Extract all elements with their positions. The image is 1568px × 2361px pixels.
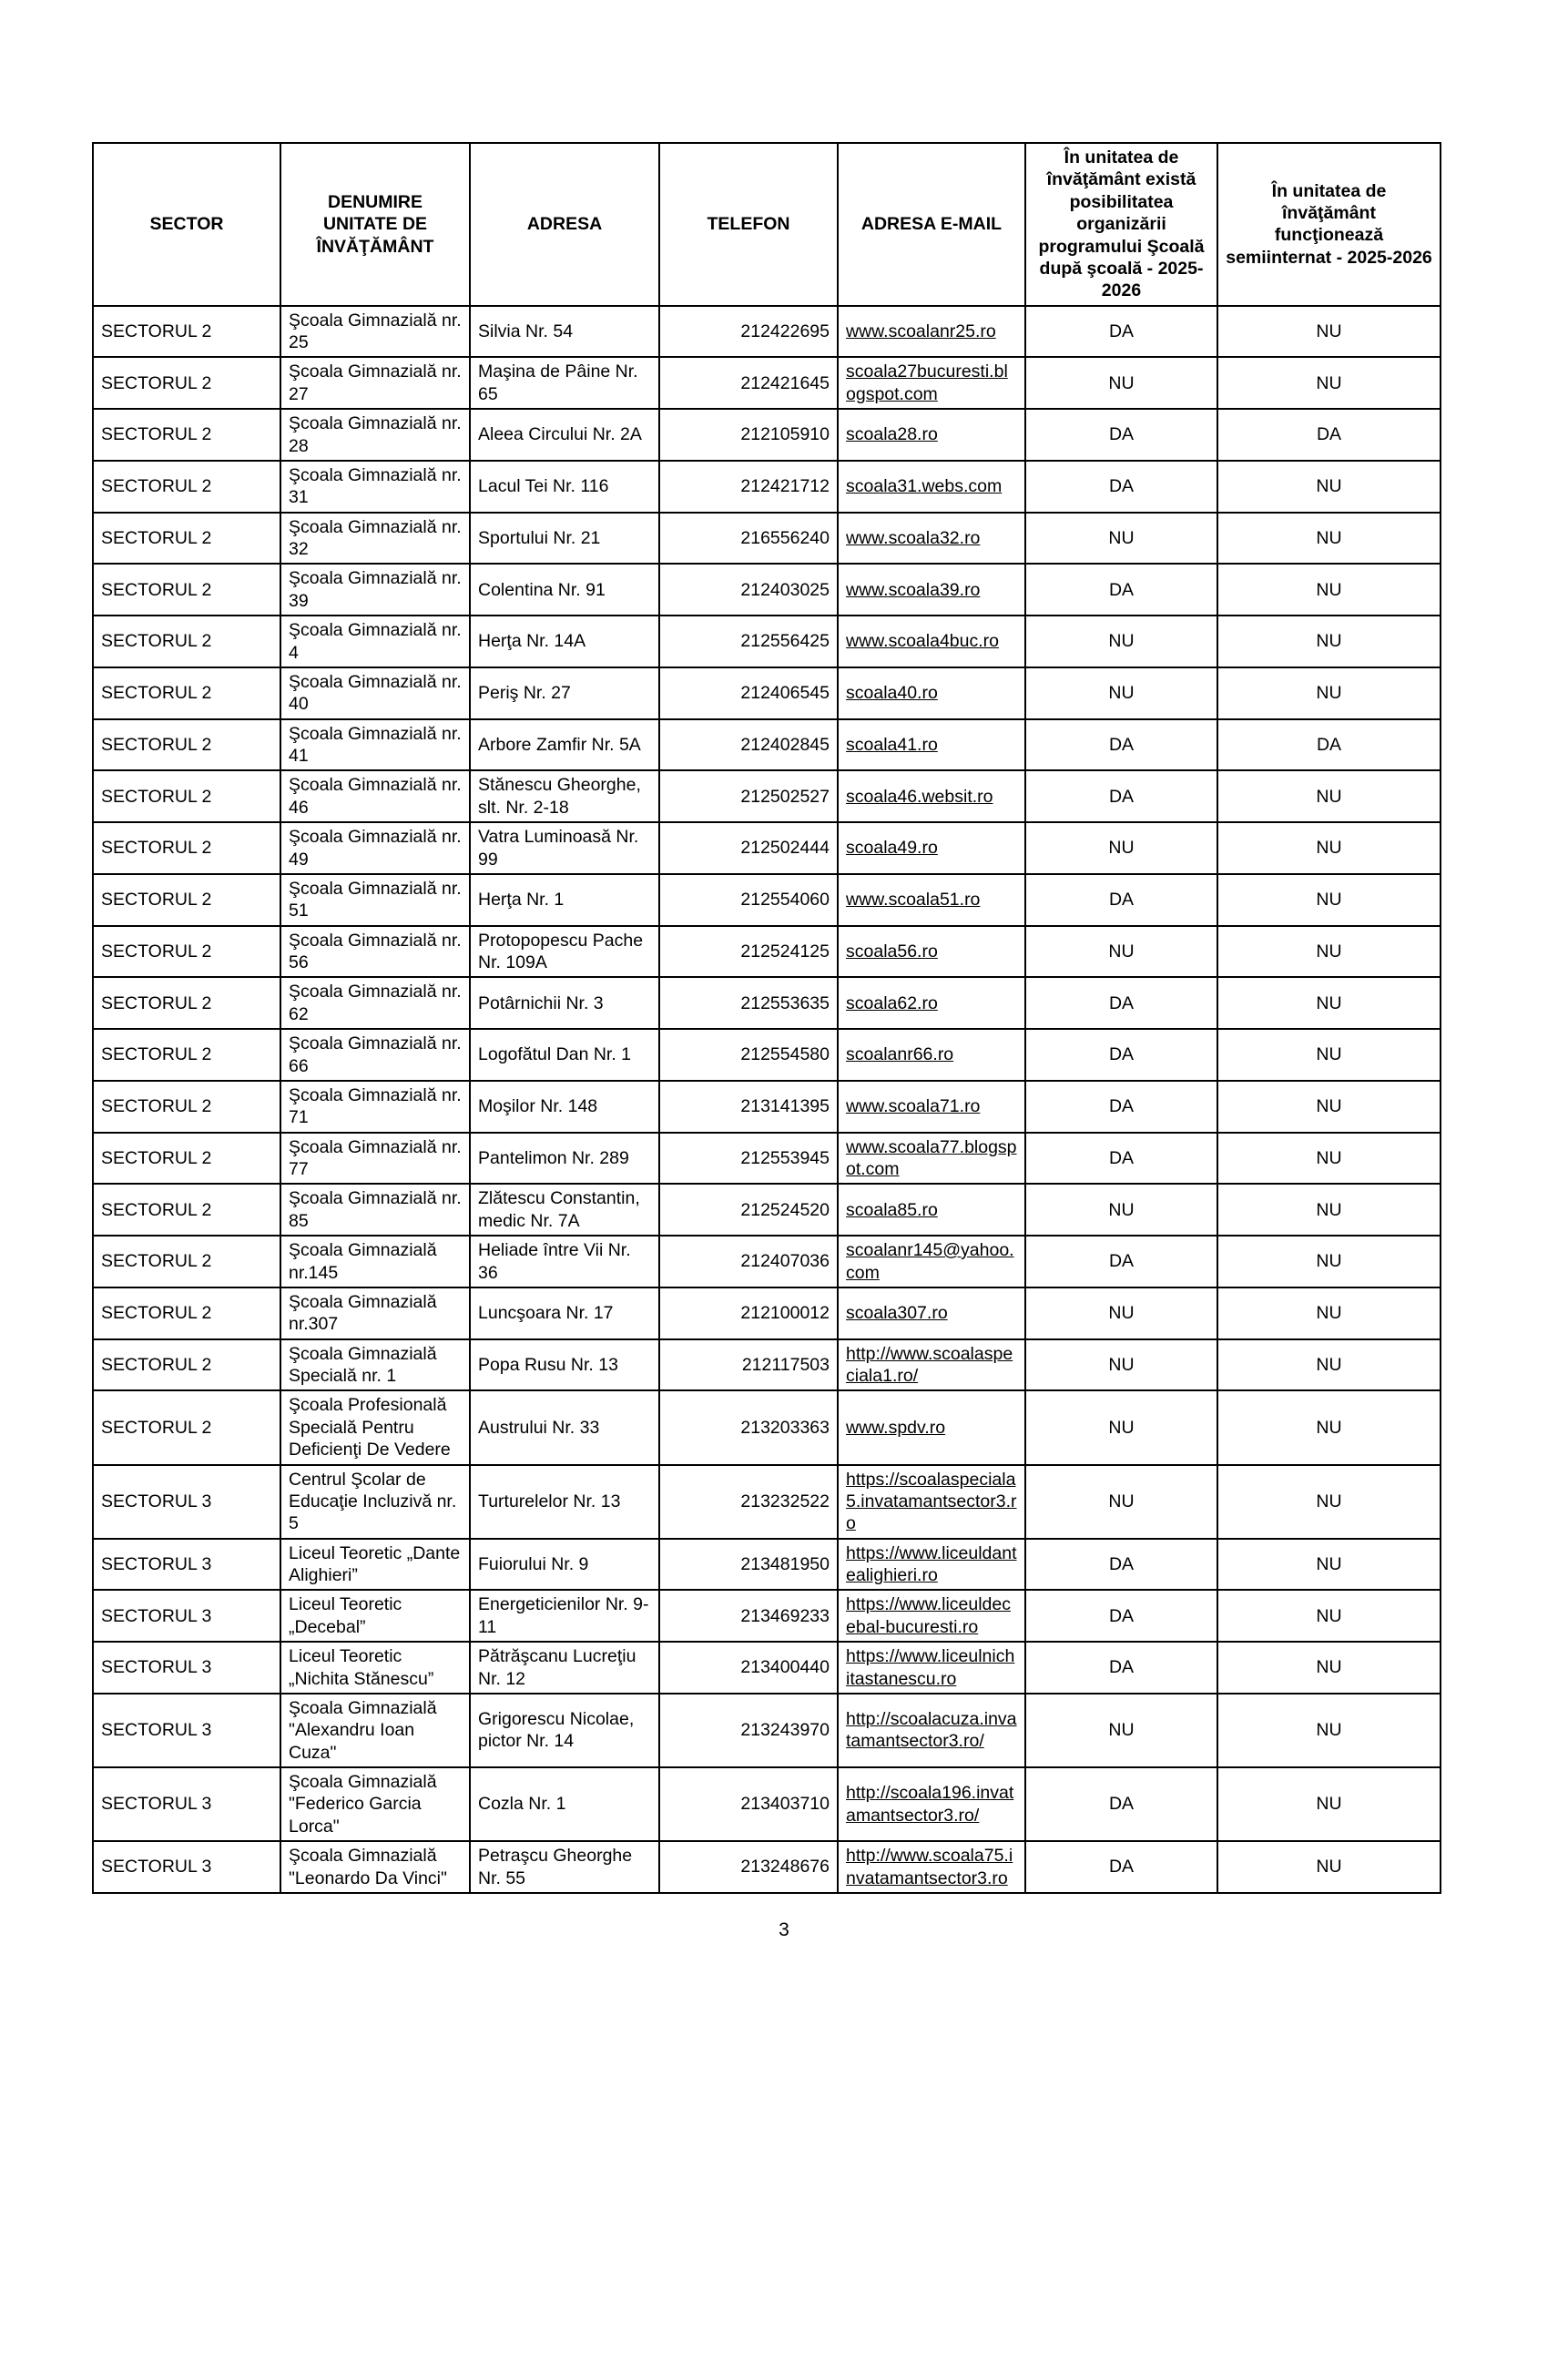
cell-sector: SECTORUL 2 [93,977,280,1029]
cell-semiinternat: NU [1217,1133,1441,1185]
cell-school-name: Şcoala Gimnazială nr. 56 [280,926,470,978]
cell-school-name: Şcoala Gimnazială "Alexandru Ioan Cuza" [280,1694,470,1767]
cell-address: Colentina Nr. 91 [470,564,659,616]
table-row [93,1642,1441,1694]
cell-after-school: NU [1025,616,1217,667]
cell-school-name: Şcoala Gimnazială nr. 27 [280,357,470,409]
table-row [93,1081,1441,1133]
cell-after-school: DA [1025,874,1217,926]
cell-sector: SECTORUL 2 [93,306,280,358]
cell-sector: SECTORUL 2 [93,1390,280,1464]
cell-after-school: DA [1025,1590,1217,1642]
cell-school-name: Şcoala Gimnazială Specială nr. 1 [280,1339,470,1391]
cell-email [838,616,1025,667]
table-row [93,1539,1441,1591]
cell-sector: SECTORUL 2 [93,1081,280,1133]
cell-semiinternat: NU [1217,513,1441,565]
cell-semiinternat: NU [1217,1287,1441,1339]
cell-phone: 213400440 [659,1642,838,1694]
cell-phone: 212403025 [659,564,838,616]
cell-sector: SECTORUL 2 [93,1236,280,1287]
cell-phone: 213232522 [659,1465,838,1539]
email-link[interactable]: http://www.scoala75.invatamantsector3.ro [846,1846,1013,1888]
cell-address: Arbore Zamfir Nr. 5A [470,719,659,771]
cell-after-school: DA [1025,1133,1217,1185]
cell-after-school: NU [1025,1465,1217,1539]
cell-email [838,1287,1025,1339]
cell-phone: 212100012 [659,1287,838,1339]
cell-sector: SECTORUL 3 [93,1767,280,1841]
table-row [93,1133,1441,1185]
cell-address: Zlătescu Constantin, medic Nr. 7A [470,1184,659,1236]
table-header-row [93,143,1441,306]
cell-semiinternat: DA [1217,719,1441,771]
email-link[interactable]: http://scoala196.invatamantsector3.ro/ [846,1783,1014,1826]
cell-phone: 216556240 [659,513,838,565]
cell-semiinternat: NU [1217,1767,1441,1841]
cell-semiinternat: NU [1217,1184,1441,1236]
email-link[interactable]: scoala40.ro [846,683,938,704]
cell-after-school: DA [1025,1841,1217,1893]
cell-after-school: DA [1025,1081,1217,1133]
email-link[interactable]: scoala31.webs.com [846,476,1003,497]
page-number: 3 [779,1918,789,1940]
cell-email [838,461,1025,513]
table-row [93,1590,1441,1642]
cell-sector: SECTORUL 2 [93,874,280,926]
email-link[interactable]: scoalanr145@yahoo.com [846,1240,1014,1283]
cell-email [838,1767,1025,1841]
header-sector: SECTOR [93,143,280,306]
cell-school-name: Şcoala Gimnazială nr. 41 [280,719,470,771]
cell-school-name: Şcoala Gimnazială nr. 71 [280,1081,470,1133]
cell-address: Grigorescu Nicolae, pictor Nr. 14 [470,1694,659,1767]
cell-address: Herţa Nr. 14A [470,616,659,667]
cell-address: Aleea Circului Nr. 2A [470,409,659,461]
cell-semiinternat: NU [1217,461,1441,513]
cell-phone: 212117503 [659,1339,838,1391]
cell-school-name: Centrul Şcolar de Educaţie Incluzivă nr. 5 [280,1465,470,1539]
cell-semiinternat: NU [1217,1081,1441,1133]
cell-after-school: DA [1025,306,1217,358]
table-row [93,564,1441,616]
cell-phone: 212502527 [659,770,838,822]
table-row [93,719,1441,771]
document-page [0,142,1568,2361]
cell-phone: 212553945 [659,1133,838,1185]
cell-sector: SECTORUL 3 [93,1590,280,1642]
cell-address: Heliade între Vii Nr. 36 [470,1236,659,1287]
cell-email [838,1590,1025,1642]
email-link[interactable]: scoalanr66.ro [846,1044,954,1065]
email-link[interactable]: http://scoalacuza.invatamantsector3.ro/ [846,1709,1017,1752]
cell-email [838,874,1025,926]
cell-school-name: Şcoala Gimnazială "Leonardo Da Vinci" [280,1841,470,1893]
email-link[interactable]: https://www.liceulnichitastanescu.ro [846,1646,1015,1689]
cell-address: Stănescu Gheorghe, slt. Nr. 2-18 [470,770,659,822]
cell-address: Herţa Nr. 1 [470,874,659,926]
cell-after-school: DA [1025,770,1217,822]
cell-email [838,770,1025,822]
cell-school-name: Şcoala Gimnazială nr. 40 [280,667,470,719]
cell-sector: SECTORUL 2 [93,1133,280,1185]
cell-phone: 212554580 [659,1029,838,1081]
cell-sector: SECTORUL 2 [93,667,280,719]
email-link[interactable]: www.scoala71.ro [846,1096,981,1117]
cell-sector: SECTORUL 2 [93,719,280,771]
cell-sector: SECTORUL 2 [93,513,280,565]
email-link[interactable]: scoala62.ro [846,992,938,1013]
cell-phone: 212421712 [659,461,838,513]
cell-school-name: Şcoala Gimnazială nr. 4 [280,616,470,667]
cell-email [838,306,1025,358]
cell-school-name: Şcoala Gimnazială nr. 49 [280,822,470,874]
cell-email [838,1236,1025,1287]
cell-semiinternat: NU [1217,1390,1441,1464]
cell-school-name: Şcoala Gimnazială nr.307 [280,1287,470,1339]
cell-after-school: DA [1025,1029,1217,1081]
header-semiinternat-text: În unitatea de învăţământ funcţionează [1271,180,1387,246]
cell-after-school: NU [1025,1184,1217,1236]
cell-phone: 212554060 [659,874,838,926]
cell-sector: SECTORUL 2 [93,409,280,461]
cell-email [838,1642,1025,1694]
cell-school-name: Şcoala Gimnazială nr. 31 [280,461,470,513]
table-row [93,1339,1441,1391]
cell-phone: 212407036 [659,1236,838,1287]
cell-sector: SECTORUL 3 [93,1539,280,1591]
table-row [93,1841,1441,1893]
cell-address: Logofătul Dan Nr. 1 [470,1029,659,1081]
cell-semiinternat: NU [1217,822,1441,874]
cell-address: Maşina de Pâine Nr. 65 [470,357,659,409]
cell-sector: SECTORUL 2 [93,926,280,978]
cell-address: Austrului Nr. 33 [470,1390,659,1464]
cell-after-school: NU [1025,357,1217,409]
cell-school-name: Şcoala Gimnazială nr. 25 [280,306,470,358]
table-row [93,822,1441,874]
email-link[interactable]: www.spdv.ro [846,1417,946,1438]
cell-semiinternat: NU [1217,1694,1441,1767]
header-semiinternat-bold-text: semiinternat - 2025-2026 [1226,247,1432,268]
cell-after-school: DA [1025,1236,1217,1287]
cell-sector: SECTORUL 2 [93,770,280,822]
cell-after-school: NU [1025,667,1217,719]
cell-address: Popa Rusu Nr. 13 [470,1339,659,1391]
cell-after-school: NU [1025,1694,1217,1767]
cell-email [838,1029,1025,1081]
table-row [93,770,1441,822]
cell-semiinternat: DA [1217,409,1441,461]
cell-email [838,926,1025,978]
cell-school-name: Şcoala Gimnazială nr. 39 [280,564,470,616]
cell-semiinternat: NU [1217,1841,1441,1893]
cell-school-name: Şcoala Gimnazială nr.145 [280,1236,470,1287]
header-after-school-text: În unitatea de învăţământ există posibilitatea organizării programului [1038,148,1196,257]
email-link[interactable]: scoala49.ro [846,838,938,859]
email-link[interactable]: https://scoalaspeciala5.invatamantsector3.ro [846,1469,1017,1534]
cell-semiinternat: NU [1217,1339,1441,1391]
email-link[interactable]: www.scoala39.ro [846,579,981,600]
cell-after-school: NU [1025,1390,1217,1464]
cell-address: Fuiorului Nr. 9 [470,1539,659,1591]
cell-email [838,409,1025,461]
cell-email [838,1465,1025,1539]
table-row [93,926,1441,978]
cell-phone: 213243970 [659,1694,838,1767]
cell-address: Vatra Luminoasă Nr. 99 [470,822,659,874]
table-row [93,461,1441,513]
cell-sector: SECTORUL 2 [93,1287,280,1339]
cell-school-name: Şcoala Gimnazială nr. 66 [280,1029,470,1081]
cell-phone: 212422695 [659,306,838,358]
header-after-school-program [1025,143,1217,306]
cell-email [838,977,1025,1029]
table-row [93,667,1441,719]
email-link[interactable]: scoala41.ro [846,734,938,755]
table-row [93,977,1441,1029]
cell-phone: 213141395 [659,1081,838,1133]
cell-after-school: DA [1025,1642,1217,1694]
cell-after-school: DA [1025,461,1217,513]
cell-address: Luncşoara Nr. 17 [470,1287,659,1339]
cell-after-school: NU [1025,1287,1217,1339]
cell-semiinternat: NU [1217,306,1441,358]
cell-email [838,513,1025,565]
cell-school-name: Şcoala Gimnazială nr. 51 [280,874,470,926]
cell-phone: 213403710 [659,1767,838,1841]
cell-sector: SECTORUL 3 [93,1841,280,1893]
schools-table [92,142,1441,1894]
cell-address: Lacul Tei Nr. 116 [470,461,659,513]
cell-address: Moşilor Nr. 148 [470,1081,659,1133]
cell-email [838,1841,1025,1893]
cell-semiinternat: NU [1217,977,1441,1029]
email-link[interactable]: www.scoala51.ro [846,890,981,911]
cell-after-school: DA [1025,564,1217,616]
cell-sector: SECTORUL 3 [93,1642,280,1694]
cell-phone: 212556425 [659,616,838,667]
cell-phone: 213203363 [659,1390,838,1464]
cell-semiinternat: NU [1217,770,1441,822]
cell-email [838,1694,1025,1767]
cell-after-school: DA [1025,1539,1217,1591]
cell-school-name: Şcoala Gimnazială nr. 46 [280,770,470,822]
cell-school-name: Şcoala Gimnazială nr. 85 [280,1184,470,1236]
cell-email [838,1539,1025,1591]
table-row [93,1694,1441,1767]
cell-after-school: NU [1025,513,1217,565]
cell-email [838,667,1025,719]
cell-semiinternat: NU [1217,1590,1441,1642]
table-row [93,409,1441,461]
email-link[interactable]: scoala46.websit.ro [846,786,993,807]
table-row [93,1029,1441,1081]
email-link[interactable]: https://www.liceuldecebal-bucuresti.ro [846,1594,1011,1637]
email-link[interactable]: http://www.scoalaspeciala1.ro/ [846,1343,1013,1386]
header-phone: TELEFON [659,143,838,306]
cell-address: Cozla Nr. 1 [470,1767,659,1841]
cell-sector: SECTORUL 2 [93,822,280,874]
cell-phone: 213248676 [659,1841,838,1893]
cell-email [838,357,1025,409]
cell-address: Protopopescu Pache Nr. 109A [470,926,659,978]
table-row [93,357,1441,409]
table-row [93,1184,1441,1236]
cell-phone: 212406545 [659,667,838,719]
cell-sector: SECTORUL 3 [93,1694,280,1767]
header-address: ADRESA [470,143,659,306]
cell-phone: 212421645 [659,357,838,409]
cell-semiinternat: NU [1217,1642,1441,1694]
header-after-school-bold-text: Şcoală după şcoală - 2025-2026 [1039,236,1205,301]
email-link[interactable]: scoala27bucuresti.blogspot.com [846,361,1008,404]
cell-semiinternat: NU [1217,357,1441,409]
cell-after-school: NU [1025,1339,1217,1391]
table-row [93,1287,1441,1339]
header-school-name: DENUMIRE UNITATE DE ÎNVĂŢĂMÂNT [280,143,470,306]
table-row [93,513,1441,565]
cell-address: Pătrăşcanu Lucreţiu Nr. 12 [470,1642,659,1694]
table-body [93,306,1441,1893]
cell-semiinternat: NU [1217,1029,1441,1081]
cell-email [838,1081,1025,1133]
cell-sector: SECTORUL 2 [93,616,280,667]
table-row [93,1465,1441,1539]
header-email: ADRESA E-MAIL [838,143,1025,306]
cell-semiinternat: NU [1217,874,1441,926]
cell-school-name: Şcoala Gimnazială "Federico Garcia Lorca" [280,1767,470,1841]
cell-semiinternat: NU [1217,926,1441,978]
cell-email [838,822,1025,874]
cell-email [838,1184,1025,1236]
table-row [93,1390,1441,1464]
cell-semiinternat: NU [1217,564,1441,616]
cell-after-school: DA [1025,977,1217,1029]
cell-school-name: Liceul Teoretic „Dante Alighieri” [280,1539,470,1591]
cell-after-school: NU [1025,822,1217,874]
cell-email [838,564,1025,616]
cell-after-school: DA [1025,409,1217,461]
cell-school-name: Şcoala Gimnazială nr. 77 [280,1133,470,1185]
table-row [93,306,1441,358]
cell-semiinternat: NU [1217,1465,1441,1539]
cell-phone: 213481950 [659,1539,838,1591]
cell-address: Energeticienilor Nr. 9-11 [470,1590,659,1642]
email-link[interactable]: scoala56.ro [846,941,938,962]
cell-semiinternat: NU [1217,1539,1441,1591]
cell-address: Pantelimon Nr. 289 [470,1133,659,1185]
cell-phone: 212524125 [659,926,838,978]
table-row [93,616,1441,667]
cell-semiinternat: NU [1217,616,1441,667]
table-row [93,1767,1441,1841]
cell-after-school: DA [1025,1767,1217,1841]
email-link[interactable]: scoala28.ro [846,424,938,445]
cell-address: Petraşcu Gheorghe Nr. 55 [470,1841,659,1893]
cell-sector: SECTORUL 3 [93,1465,280,1539]
email-link[interactable]: https://www.liceuldantealighieri.ro [846,1542,1017,1585]
cell-address: Potârnichii Nr. 3 [470,977,659,1029]
cell-school-name: Şcoala Gimnazială nr. 62 [280,977,470,1029]
table-row [93,874,1441,926]
cell-sector: SECTORUL 2 [93,1184,280,1236]
cell-semiinternat: NU [1217,1236,1441,1287]
cell-school-name: Liceul Teoretic „Nichita Stănescu” [280,1642,470,1694]
cell-phone: 213469233 [659,1590,838,1642]
cell-school-name: Şcoala Gimnazială nr. 28 [280,409,470,461]
cell-sector: SECTORUL 2 [93,1339,280,1391]
cell-address: Turturelelor Nr. 13 [470,1465,659,1539]
cell-email [838,1339,1025,1391]
cell-address: Silvia Nr. 54 [470,306,659,358]
cell-after-school: NU [1025,926,1217,978]
email-link[interactable]: www.scoalanr25.ro [846,321,996,341]
cell-phone: 212502444 [659,822,838,874]
cell-sector: SECTORUL 2 [93,357,280,409]
email-link[interactable]: www.scoala32.ro [846,527,981,548]
cell-address: Sportului Nr. 21 [470,513,659,565]
cell-sector: SECTORUL 2 [93,461,280,513]
cell-school-name: Liceul Teoretic „Decebal” [280,1590,470,1642]
cell-sector: SECTORUL 2 [93,1029,280,1081]
cell-email [838,719,1025,771]
email-link[interactable]: www.scoala4buc.ro [846,631,999,652]
cell-phone: 212402845 [659,719,838,771]
cell-school-name: Şcoala Gimnazială nr. 32 [280,513,470,565]
cell-phone: 212105910 [659,409,838,461]
cell-school-name: Şcoala Profesională Specială Pentru Deficienţi De Vedere [280,1390,470,1464]
email-link[interactable]: scoala307.ro [846,1303,948,1324]
cell-email [838,1133,1025,1185]
cell-phone: 212524520 [659,1184,838,1236]
email-link[interactable]: www.scoala77.blogspot.com [846,1136,1017,1179]
cell-phone: 212553635 [659,977,838,1029]
cell-semiinternat: NU [1217,667,1441,719]
cell-after-school: DA [1025,719,1217,771]
email-link[interactable]: scoala85.ro [846,1199,938,1220]
cell-sector: SECTORUL 2 [93,564,280,616]
header-semiinternat [1217,143,1441,306]
table-header [93,143,1441,306]
cell-address: Periş Nr. 27 [470,667,659,719]
cell-email [838,1390,1025,1464]
table-row [93,1236,1441,1287]
